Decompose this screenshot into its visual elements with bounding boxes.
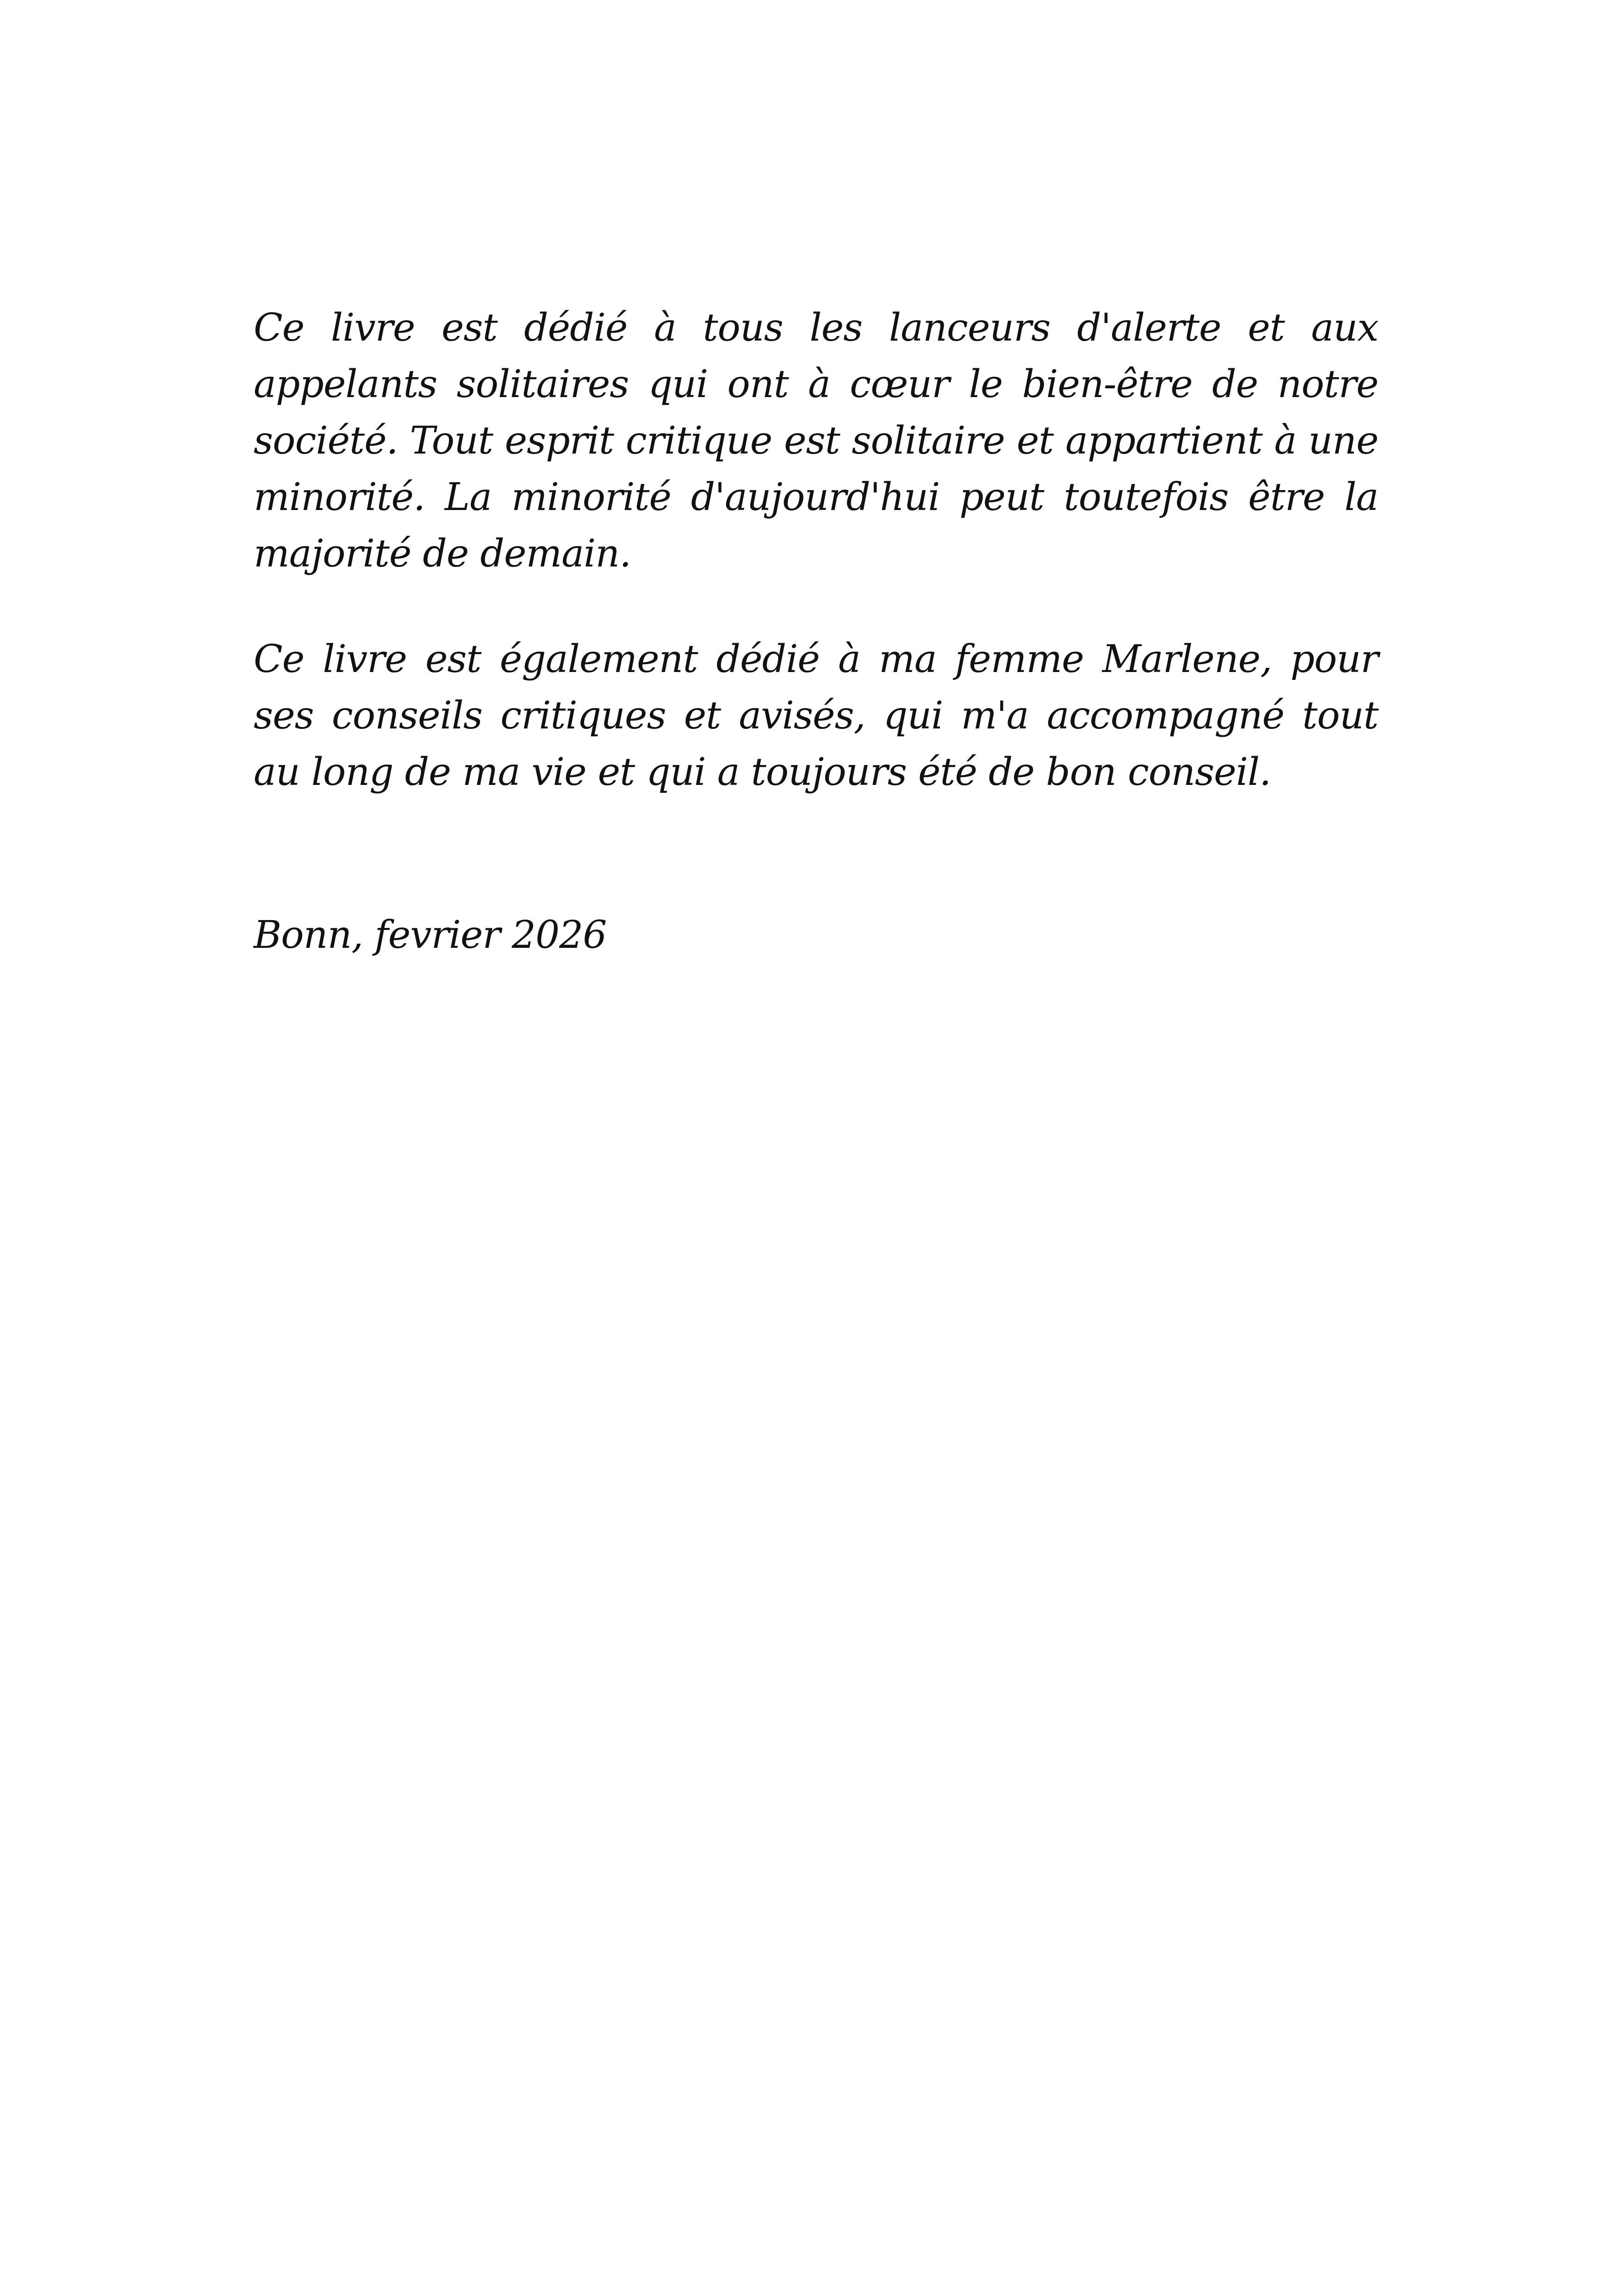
dedication-paragraph-whistleblowers: Ce livre est dédié à tous les lanceurs d'alerte et aux appelants solitaires qui ont à cœur le bien-être de notre société. Tout esprit critique est solitaire et appartient à une minorité. La minorité d'aujourd'hui peut toutefois être la majorité de demain.	[254, 306, 1378, 576]
dedication-paragraph-wife: Ce livre est également dédié à ma femme Marlene, pour ses conseils critiques et avisés, qui m'a accompagné tout au long de ma vie et qui a toujours été de bon conseil.	[254, 637, 1378, 794]
signature-place-date: Bonn, fevrier 2026	[254, 913, 607, 957]
